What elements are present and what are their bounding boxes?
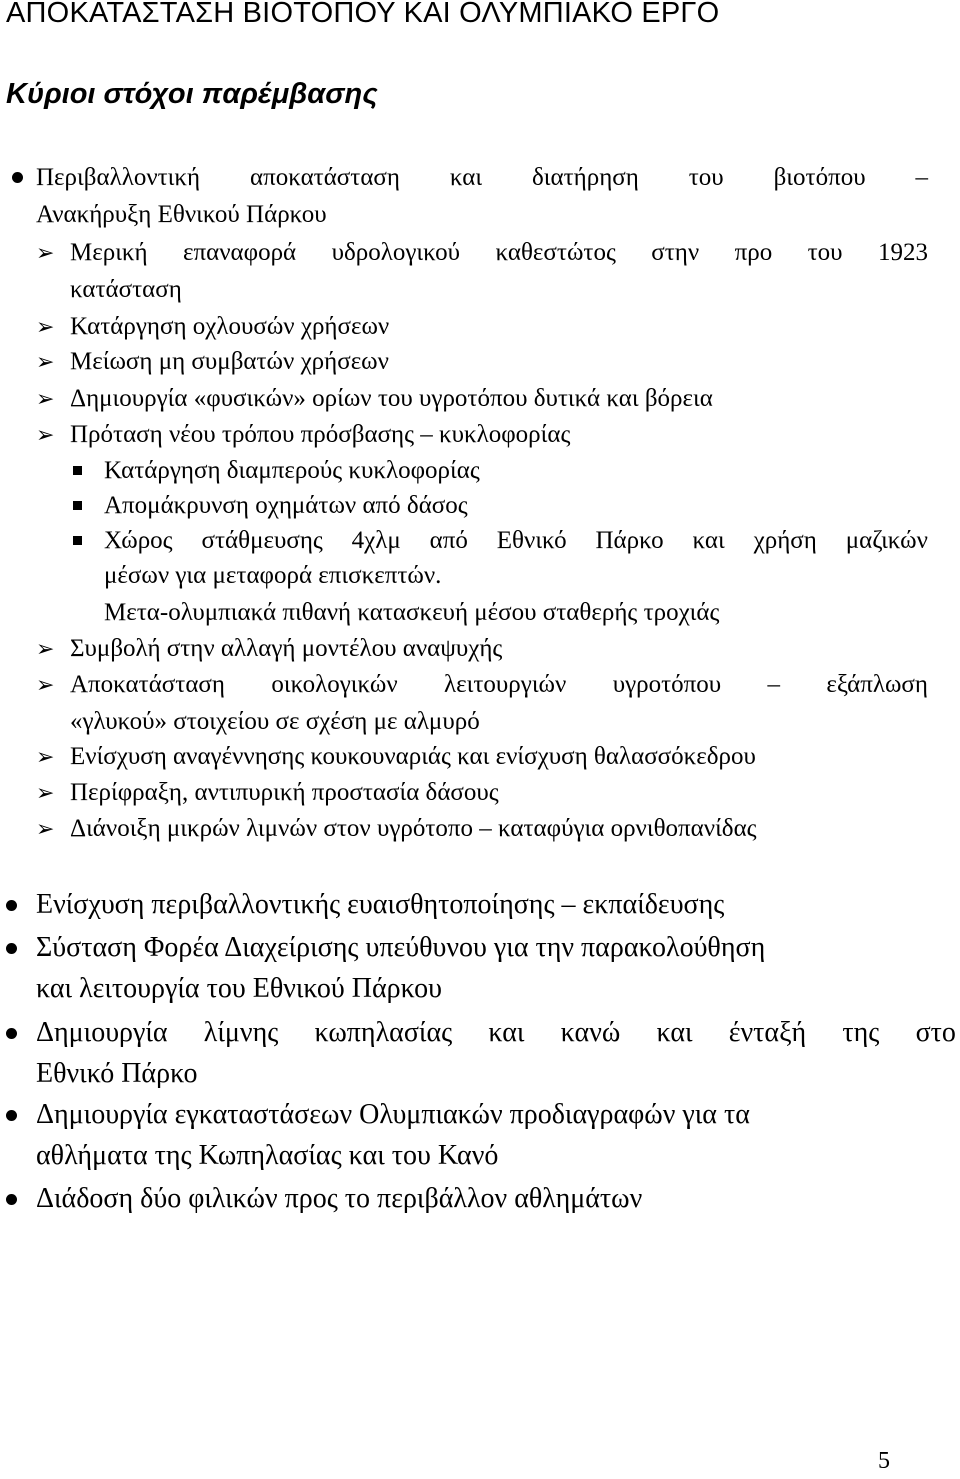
arrow-item-4: Δημιουργία «φυσικών» ορίων του υγροτόπου δυτικά και βόρεια xyxy=(70,385,713,412)
word: Πάρκο xyxy=(595,527,664,554)
word: κανώ xyxy=(560,1017,621,1048)
word: Χώρος xyxy=(104,527,173,554)
word: λειτουργιών xyxy=(444,671,567,698)
arrowhead-icon: ➢ xyxy=(36,422,55,447)
sub-item-3-extra: Μετα-ολυμπιακά πιθανή κατασκευή μέσου σταθερής τροχιάς xyxy=(104,599,720,626)
main-bullet-4-line2: Εθνικό Πάρκο xyxy=(36,1058,198,1089)
main-bullet-3-line2: και λειτουργία του Εθνικού Πάρκου xyxy=(36,973,442,1004)
arrowhead-icon: ➢ xyxy=(36,744,55,769)
arrowhead-icon: ➢ xyxy=(36,780,55,805)
arrowhead-icon: ➢ xyxy=(36,240,55,265)
word: 1923 xyxy=(877,239,928,266)
word: Αποκατάσταση xyxy=(70,671,225,698)
word: – xyxy=(767,671,781,698)
square-bullet-icon xyxy=(73,536,82,545)
arrow-item-8: Ενίσχυση αναγέννησης κουκουναριάς και ενίσχυση θαλασσόκεδρου xyxy=(70,743,756,770)
word: αποκατάσταση xyxy=(249,164,400,191)
arrow-item-2: Κατάργηση οχλουσών χρήσεων xyxy=(70,313,390,340)
arrow-item-3: Μείωση μη συμβατών χρήσεων xyxy=(70,348,389,375)
word: και xyxy=(692,527,725,554)
word: Δημιουργία xyxy=(36,1017,168,1048)
sub-item-3-line1 xyxy=(104,524,928,558)
word: χρήση xyxy=(753,527,817,554)
word: βιοτόπου xyxy=(773,164,866,191)
main-bullet-3-line1: Σύσταση Φορέα Διαχείρισης υπεύθυνου για την παρακολούθηση xyxy=(36,932,766,963)
word: και xyxy=(488,1017,525,1048)
word: και xyxy=(449,164,483,191)
bullet-dot-icon xyxy=(6,1110,17,1121)
word: οικολογικών xyxy=(271,671,398,698)
arrow-item-6: Συμβολή στην αλλαγή μοντέλου αναψυχής xyxy=(70,635,503,662)
word: υγροτόπου xyxy=(612,671,722,698)
word: επαναφορά xyxy=(183,239,297,266)
arrow-item-1-line1 xyxy=(70,236,928,270)
word: του xyxy=(807,239,843,266)
word: του xyxy=(688,164,724,191)
word: και xyxy=(656,1017,693,1048)
word: στο xyxy=(915,1017,956,1048)
arrow-item-10: Διάνοιξη μικρών λιμνών στον υγρότοπο – καταφύγια ορνιθοπανίδας xyxy=(70,815,757,842)
sub-item-1: Κατάργηση διαμπερούς κυκλοφορίας xyxy=(104,457,480,484)
word: προ xyxy=(734,239,773,266)
word: της xyxy=(842,1017,880,1048)
main-bullet-line2: Ανακήρυξη Εθνικού Πάρκου xyxy=(36,201,327,228)
page-title: ΑΠΟΚΑΤΑΣΤΑΣΗ ΒΙΟΤΟΠΟΥ ΚΑΙ ΟΛΥΜΠΙΑΚΟ ΕΡΓΟ xyxy=(6,0,720,29)
arrowhead-icon: ➢ xyxy=(36,816,55,841)
arrow-item-5: Πρόταση νέου τρόπου πρόσβασης – κυκλοφορίας xyxy=(70,421,571,448)
word: μαζικών xyxy=(845,527,928,554)
word: Περιβαλλοντική xyxy=(36,164,201,191)
arrow-item-7-line2: «γλυκού» στοιχείου σε σχέση με αλμυρό xyxy=(70,708,480,735)
word: Μερική xyxy=(70,239,148,266)
arrowhead-icon: ➢ xyxy=(36,672,55,697)
arrow-item-9: Περίφραξη, αντιπυρική προστασία δάσους xyxy=(70,779,499,806)
bullet-dot-icon xyxy=(6,943,17,954)
word: διατήρηση xyxy=(532,164,639,191)
square-bullet-icon xyxy=(73,501,82,510)
arrowhead-icon: ➢ xyxy=(36,349,55,374)
arrow-item-1-line2: κατάσταση xyxy=(70,276,182,303)
word: Εθνικό xyxy=(496,527,567,554)
word: στην xyxy=(651,239,700,266)
bullet-dot-icon xyxy=(6,900,17,911)
square-bullet-icon xyxy=(73,466,82,475)
main-bullet-6: Διάδοση δύο φιλικών προς το περιβάλλον αθλημάτων xyxy=(36,1183,643,1214)
word: από xyxy=(429,527,468,554)
bullet-dot-icon xyxy=(6,1028,17,1039)
main-bullet-5-line1: Δημιουργία εγκαταστάσεων Ολυμπιακών προδιαγραφών για τα xyxy=(36,1099,750,1130)
bullet-dot-icon xyxy=(6,1194,17,1205)
sub-item-3-line2: μέσων για μεταφορά επισκεπτών. xyxy=(104,562,442,589)
main-bullet-4-line1 xyxy=(36,1013,956,1053)
arrow-item-7-line1 xyxy=(70,668,928,702)
main-bullet-5-line2: αθλήματα της Κωπηλασίας και του Κανό xyxy=(36,1140,499,1171)
arrowhead-icon: ➢ xyxy=(36,386,55,411)
word: υδρολογικού xyxy=(331,239,461,266)
arrowhead-icon: ➢ xyxy=(36,636,55,661)
word: – xyxy=(915,164,928,191)
sub-item-2: Απομάκρυνση οχημάτων από δάσος xyxy=(104,492,468,519)
bullet-dot-icon xyxy=(12,172,23,183)
main-bullet-line1 xyxy=(36,161,928,195)
page-number: 5 xyxy=(878,1448,890,1474)
arrowhead-icon: ➢ xyxy=(36,314,55,339)
word: εξάπλωση xyxy=(826,671,928,698)
word: λίμνης xyxy=(203,1017,279,1048)
section-heading: Κύριοι στόχοι παρέμβασης xyxy=(6,78,378,110)
word: 4χλμ xyxy=(351,527,401,554)
word: ένταξή xyxy=(728,1017,807,1048)
word: καθεστώτος xyxy=(495,239,616,266)
word: στάθμευσης xyxy=(201,527,323,554)
main-bullet-2: Ενίσχυση περιβαλλοντικής ευαισθητοποίησης – εκπαίδευσης xyxy=(36,889,725,920)
word: κωπηλασίας xyxy=(314,1017,453,1048)
